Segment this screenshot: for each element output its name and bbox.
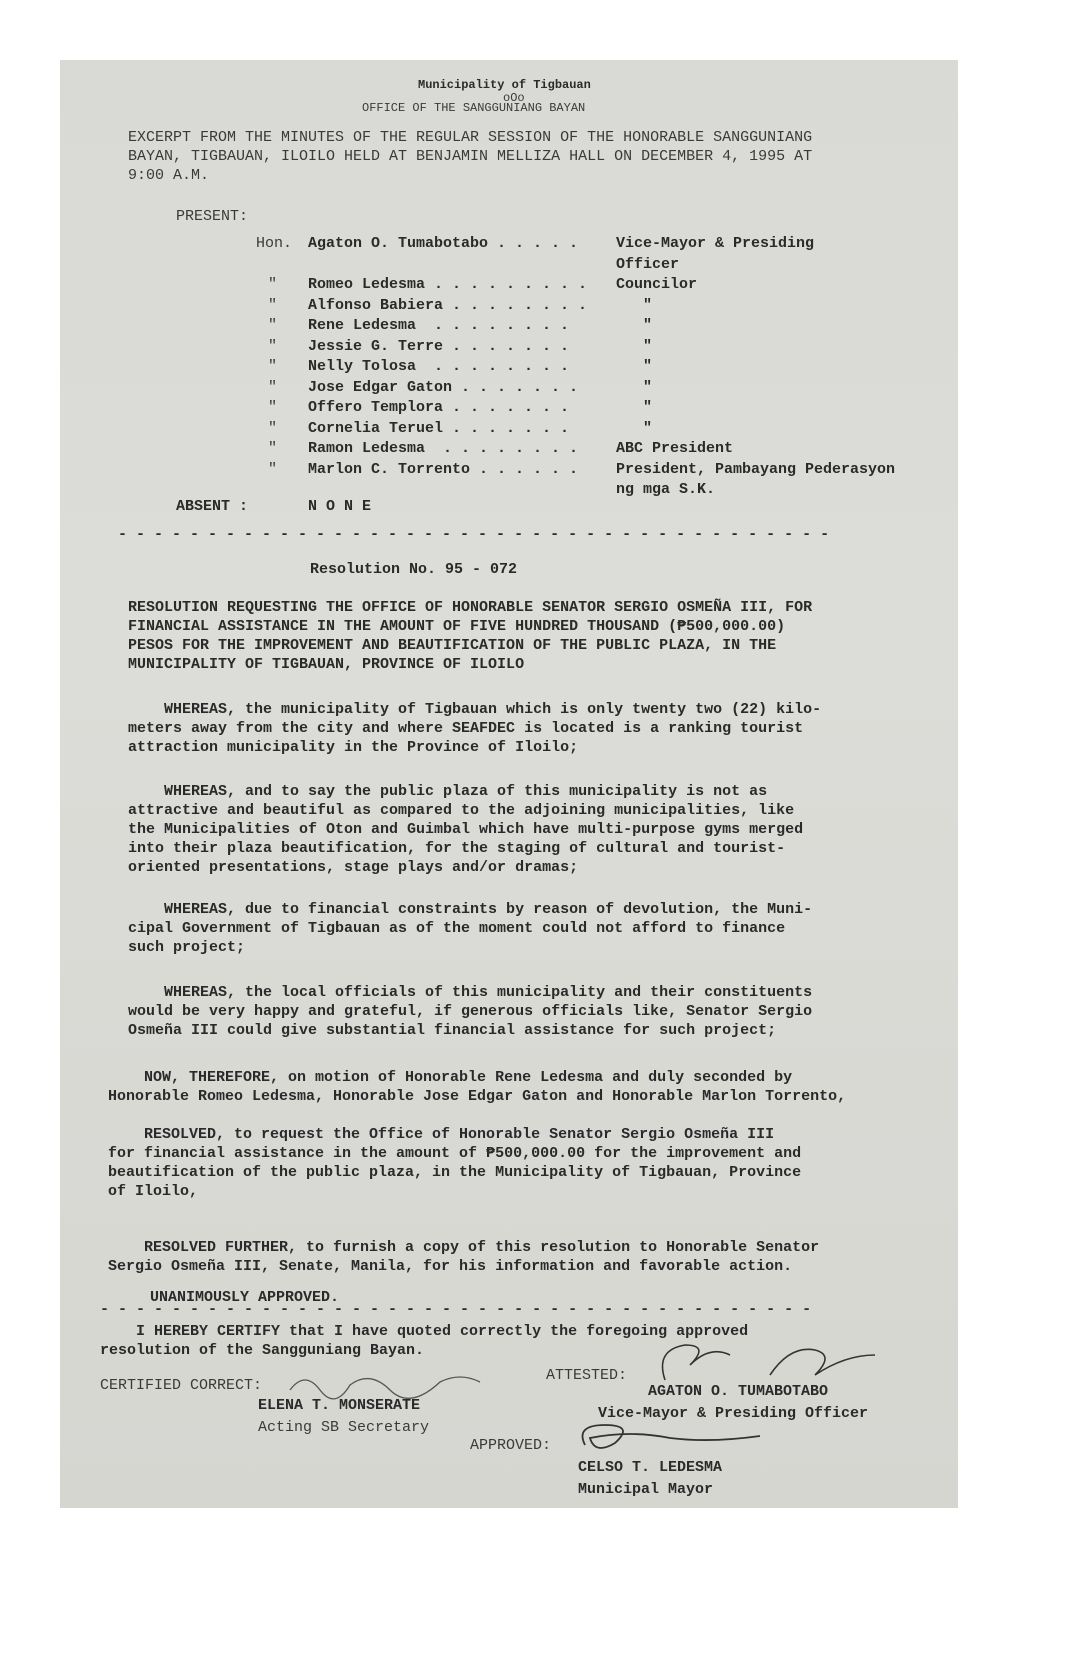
present-label: PRESENT:: [176, 208, 249, 225]
signature-mayor: [583, 1425, 761, 1448]
member-role: ": [616, 296, 653, 314]
member-role: ": [616, 378, 653, 396]
member-role: ": [616, 419, 653, 437]
member-prefix: ": [268, 337, 278, 355]
paragraph-line: WHEREAS, the municipality of Tigbauan which is only twenty two (22) kilo-: [128, 701, 822, 718]
member-role: Officer: [616, 255, 680, 273]
divider: - - - - - - - - - - - - - - - - - - - - - - - - - - - - - - - - - - - - - - - -: [118, 526, 830, 543]
mayor-title: Municipal Mayor: [578, 1481, 714, 1498]
paragraph-line: RESOLVED FURTHER, to furnish a copy of this resolution to Honorable Senator: [108, 1239, 820, 1256]
member-name: Agaton O. Tumabotabo . . . . .: [308, 235, 579, 252]
member-prefix: ": [268, 276, 278, 293]
member-role: President, Pambayang Pederasyon: [616, 460, 896, 478]
member-prefix: ": [268, 460, 278, 478]
member-prefix: ": [268, 296, 278, 314]
paragraph-line: Honorable Romeo Ledesma, Honorable Jose Edgar Gaton and Honorable Marlon Torrento,: [108, 1088, 847, 1105]
member-role: ": [616, 317, 653, 334]
paragraph-line: oriented presentations, stage plays and/or dramas;: [128, 859, 579, 876]
paragraph-line: beautification of the public plaza, in the Municipality of Tigbauan, Province: [108, 1164, 802, 1181]
member-name: Romeo Ledesma . . . . . . . . .: [308, 276, 588, 293]
excerpt-line: BAYAN, TIGBAUAN, ILOILO HELD AT BENJAMIN MELLIZA HALL ON DECEMBER 4, 1995 AT: [128, 148, 813, 165]
member-name: Jose Edgar Gaton . . . . . . .: [308, 378, 579, 396]
resolution-title-line: PESOS FOR THE IMPROVEMENT AND BEAUTIFICATION OF THE PUBLIC PLAZA, IN THE: [128, 637, 777, 654]
member-role: Councilor: [616, 276, 698, 293]
member-prefix: ": [268, 399, 278, 416]
member-role: ng mga S.K.: [616, 481, 716, 498]
member-prefix: ": [268, 419, 278, 437]
paragraph-line: NOW, THEREFORE, on motion of Honorable Rene Ledesma and duly seconded by: [108, 1069, 793, 1086]
paragraph-line: cipal Government of Tigbauan as of the moment could not afford to finance: [128, 920, 786, 937]
excerpt-line: EXCERPT FROM THE MINUTES OF THE REGULAR SESSION OF THE HONORABLE SANGGUNIANG: [128, 129, 813, 146]
vice-mayor-title: Vice-Mayor & Presiding Officer: [598, 1405, 869, 1422]
paragraph-line: Sergio Osmeña III, Senate, Manila, for his information and favorable action.: [108, 1258, 793, 1275]
certify-line: resolution of the Sangguniang Bayan.: [100, 1342, 425, 1359]
member-name: Alfonso Babiera . . . . . . . .: [308, 296, 588, 314]
paragraph-line: of Iloilo,: [108, 1183, 199, 1200]
member-prefix: ": [268, 378, 278, 396]
attested-label: ATTESTED:: [546, 1367, 628, 1384]
member-name: Marlon C. Torrento . . . . . .: [308, 460, 579, 478]
paragraph-line: WHEREAS, the local officials of this municipality and their constituents: [128, 984, 813, 1001]
member-name: Offero Templora . . . . . . .: [308, 399, 570, 416]
absent-value: N O N E: [308, 498, 372, 515]
paragraph-line: the Municipalities of Oton and Guimbal which have multi-purpose gyms merged: [128, 821, 804, 838]
resolution-title-line: MUNICIPALITY OF TIGBAUAN, PROVINCE OF ILOILO: [128, 656, 525, 673]
ornament: oOo: [503, 91, 525, 105]
approved-label: APPROVED:: [470, 1437, 552, 1454]
member-role: ": [616, 337, 653, 355]
mayor-name: CELSO T. LEDESMA: [578, 1459, 723, 1476]
member-name: Nelly Tolosa . . . . . . . .: [308, 358, 570, 375]
paragraph-line: Osmeña III could give substantial financial assistance for such project;: [128, 1022, 777, 1039]
member-name: Jessie G. Terre . . . . . . .: [308, 337, 570, 355]
paragraph-line: into their plaza beautification, for the staging of cultural and tourist-: [128, 840, 786, 857]
vice-mayor-name: AGATON O. TUMABOTABO: [648, 1383, 829, 1400]
secretary-title: Acting SB Secretary: [258, 1419, 430, 1436]
resolution-title-line: RESOLUTION REQUESTING THE OFFICE OF HONORABLE SENATOR SERGIO OSMEÑA III, FOR: [128, 599, 813, 616]
resolution-number: Resolution No. 95 - 072: [310, 561, 518, 578]
member-name: Rene Ledesma . . . . . . . .: [308, 317, 570, 334]
certified-label: CERTIFIED CORRECT:: [100, 1377, 263, 1394]
certify-line: I HEREBY CERTIFY that I have quoted correctly the foregoing approved: [100, 1323, 749, 1340]
member-prefix: ": [268, 317, 278, 334]
paragraph-line: for financial assistance in the amount of ₱500,000.00 for the improvement and: [108, 1145, 802, 1162]
member-role: ABC President: [616, 440, 734, 457]
excerpt-line: 9:00 A.M.: [128, 167, 210, 184]
member-name: Cornelia Teruel . . . . . . .: [308, 419, 570, 437]
paragraph-line: such project;: [128, 939, 246, 956]
paragraph-line: attraction municipality in the Province of Iloilo;: [128, 739, 579, 756]
secretary-name: ELENA T. MONSERATE: [258, 1397, 421, 1414]
office-heading: OFFICE OF THE SANGGUNIANG BAYAN: [362, 101, 586, 115]
divider: - - - - - - - - - - - - - - - - - - - - - - - - - - - - - - - - - - - - - - - -: [100, 1301, 812, 1318]
paragraph-line: RESOLVED, to request the Office of Honorable Senator Sergio Osmeña III: [108, 1126, 775, 1143]
member-name: Ramon Ledesma . . . . . . . .: [308, 440, 579, 457]
signature-secretary: [290, 1377, 480, 1399]
member-prefix: ": [268, 440, 278, 457]
paragraph-line: WHEREAS, due to financial constraints by reason of devolution, the Muni-: [128, 901, 813, 918]
paragraph-line: meters away from the city and where SEAFDEC is located is a ranking tourist: [128, 720, 804, 737]
municipality-heading: Municipality of Tigbauan: [418, 78, 591, 92]
member-prefix: ": [268, 358, 278, 375]
signature-vice-mayor: [663, 1345, 876, 1380]
absent-label: ABSENT :: [176, 498, 249, 515]
resolution-title-line: FINANCIAL ASSISTANCE IN THE AMOUNT OF FIVE HUNDRED THOUSAND (₱500,000.00): [128, 618, 786, 635]
paragraph-line: would be very happy and grateful, if generous officials like, Senator Sergio: [128, 1003, 813, 1020]
approved-line: UNANIMOUSLY APPROVED.: [150, 1289, 340, 1306]
member-prefix: Hon.: [256, 235, 293, 252]
member-role: ": [616, 399, 653, 416]
paragraph-line: attractive and beautiful as compared to the adjoining municipalities, like: [128, 802, 795, 819]
member-role: Vice-Mayor & Presiding: [616, 235, 815, 252]
member-role: ": [616, 358, 653, 375]
paragraph-line: WHEREAS, and to say the public plaza of this municipality is not as: [128, 783, 768, 800]
